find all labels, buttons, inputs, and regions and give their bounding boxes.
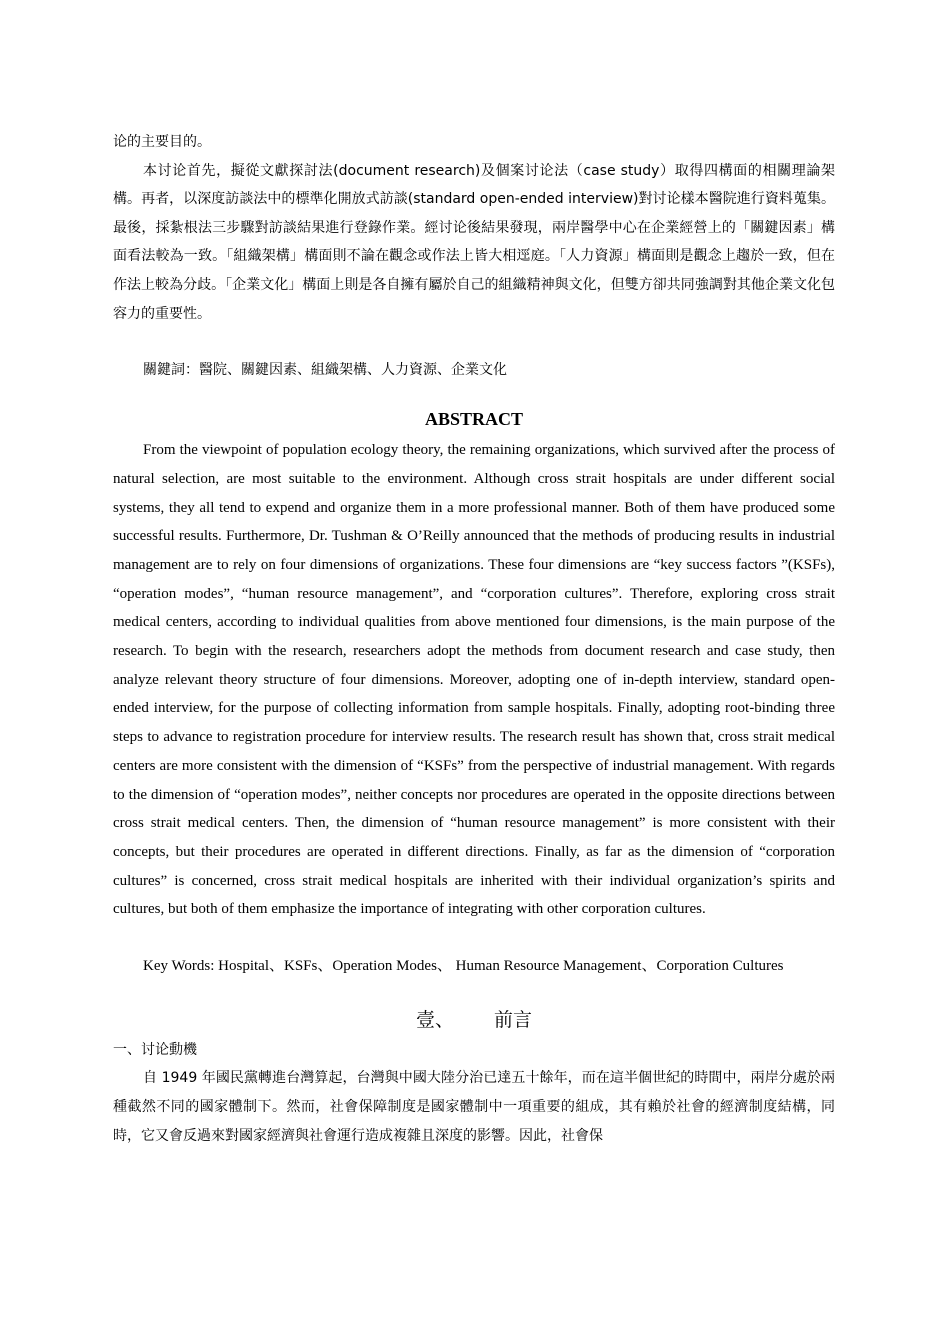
abstract-title: ABSTRACT	[424, 409, 524, 430]
method-paragraph: 本讨论首先，擬從文獻探討法(document research)及個案讨论法（case study）取得四構面的相關理論架構。再者，以深度訪談法中的標準化開放式訪談(standard open-ended interview)對讨论樣本醫院進行資料蒐集。最後，採紮根法三步驟對訪談結果進行登錄作業。經讨论後結果發現，兩岸醫學中心在企業經營上的「關鍵因素」構面看法較為一致。「組織架構」構面則不論在觀念或作法上皆大相逕庭。「人力資源」構面則是觀念上趨於一致，但在作法上較為分歧。「企業文化」構面上則是各自擁有屬於自己的組織精神與文化，但雙方卻共同強調對其他企業文化包容力的重要性。	[113, 162, 835, 322]
subsection-heading: 一、讨论動機	[113, 1042, 197, 1059]
section-number: 壹、	[415, 1009, 454, 1032]
abstract-paragraph: From the viewpoint of population ecology theory, the remaining organizations, which survived after the process of natural selection, are most suitable to the environment. Although cross strait hospitals are under different social systems, they all tend to expend and organize them in a more professional manner. Both of them have produced some successful results. Furthermore, Dr. Tushman & O’Reilly announced that the methods of producing results in industrial management are to rely on four dimensions of organizations. These four dimensions are “key success factors ”(KSFs), “operation modes”, “human resource management”, and “corporation cultures”. Therefore, exploring cross strait medical centers, according to individual qualities from above mentioned four dimensions, is the main purpose of the research. To begin with the research, researchers adopt the methods from document research and case study, then analyze relevant theory structure of four dimensions. Moreover, adopting one of in-depth interview, standard open-ended interview, for the purpose of collecting information from sample hospitals. Finally, adopting root-binding three steps to advance to registration procedure for interview results. The research result has shown that, cross strait medical centers are more consistent with the dimension of “KSFs” from the perspective of industrial management. With regards to the dimension of “operation modes”, neither concepts nor procedures are operated in the opposite directions between cross strait medical centers. Then, the dimension of “human resource management” is more consistent with their concepts, but their procedures are operated in different directions. Finally, as far as the dimension of “corporation cultures” is concerned, cross strait medical hospitals are inherited with their individual organization’s spirits and cultures, but both of them emphasize the importance of integrating with other corporation cultures.	[113, 442, 835, 918]
keywords-zh: 關鍵詞：醫院、關鍵因素、組織架構、人力資源、企業文化	[143, 362, 507, 379]
keywords-en: Key Words: Hospital、KSFs、Operation Modes、 Human Resource Management、Corporation Cultures	[143, 958, 784, 975]
paper-page	[113, 128, 835, 1151]
intro-tail-text: 论的主要目的。	[113, 134, 211, 150]
section-heading	[113, 1006, 835, 1034]
body-paragraph: 自 1949 年國民黨轉進台灣算起，台灣與中國大陸分治已達五十餘年，而在這半個世紀的時間中，兩岸分處於兩種截然不同的國家體制下。然而，社會保障制度是國家體制中一項重要的組成，其有賴於社會的經濟制度結構，同時，它又會反過來對國家經濟與社會運行造成複雜且深度的影響。因此，社會保	[113, 1070, 835, 1145]
section-title: 前言	[494, 1009, 533, 1032]
